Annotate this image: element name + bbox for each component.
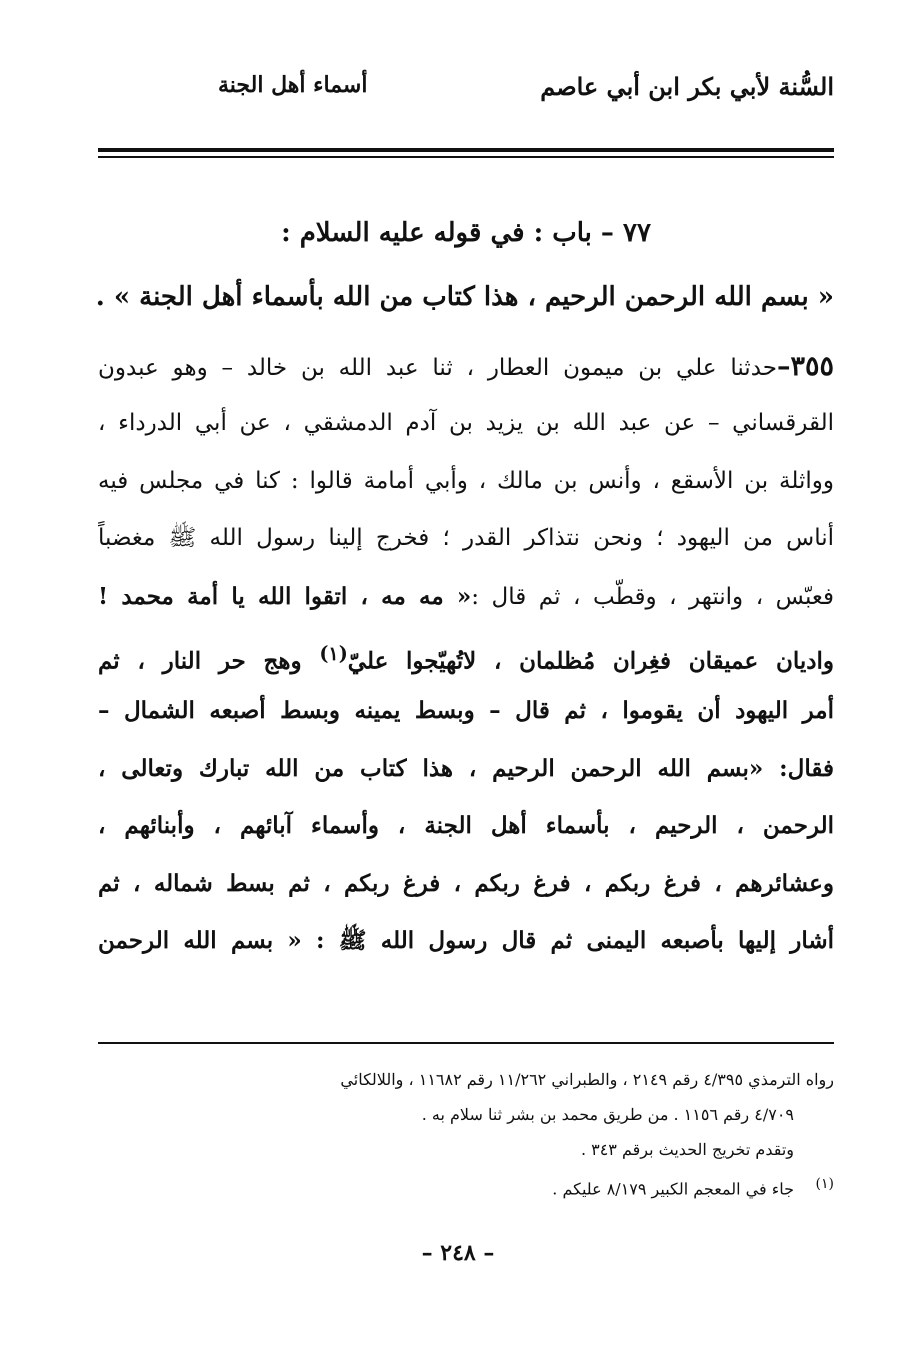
hadith-line: فعبّس ، وانتهر ، وقطّب ، ثم قال :« مه مه ، اتقوا الله يا أمة محمد ! <box>98 582 834 610</box>
hadith-line: ٣٥٥–حدثنا علي بن ميمون العطار ، ثنا عبد الله بن خالد – وهو عبدون <box>98 351 834 382</box>
chapter-running-title: أسماء أهل الجنة <box>218 72 368 98</box>
header-rule-thick <box>98 148 834 152</box>
header-rule-thin <box>98 156 834 158</box>
chapter-quote: « بسم الله الرحمن الرحيم ، هذا كتاب من الله بأسماء أهل الجنة » . <box>95 282 834 312</box>
hadith-line: القرقساني – عن عبد الله بن يزيد بن آدم الدمشقي ، عن أبي الدرداء ، <box>98 410 834 437</box>
hadith-line: أشار إليها بأصبعه اليمنى ثم قال رسول الله ﷺ : « بسم الله الرحمن <box>98 926 834 954</box>
footnote-rule <box>98 1042 834 1044</box>
hadith-line: أناس من اليهود ؛ ونحن نتذاكر القدر ؛ فخرج إلينا رسول الله ﷺ مغضباً <box>98 525 834 552</box>
footnote-marker: (١) <box>815 1176 834 1192</box>
hadith-line: واديان عميقان فغِران مُظلمان ، لاتُهيّجوا عليّ$^{(١)}$ وهج حر النار ، ثم <box>98 641 834 675</box>
footnote-line: رواه الترمذي ٤/٣٩٥ رقم ٢١٤٩ ، والطبراني ١١/٢٦٢ رقم ١١٦٨٢ ، واللالكائي <box>340 1070 834 1089</box>
footnote-line <box>98 1167 834 1202</box>
page-number: – ٢٤٨ – <box>421 1240 495 1266</box>
hadith-number: ٣٥٥– <box>776 351 834 382</box>
hadith-line: الرحمن ، الرحيم ، بأسماء أهل الجنة ، وأسماء آبائهم ، وأبنائهم ، <box>98 812 834 840</box>
chapter-heading: ٧٧ – باب : في قوله عليه السلام : <box>281 218 651 248</box>
hadith-line: وعشائرهم ، فرغ ربكم ، فرغ ربكم ، فرغ ربكم ، ثم بسط شماله ، ثم <box>98 869 834 897</box>
footnotes <box>98 1062 834 1202</box>
hadith-line: وواثلة بن الأسقع ، وأنس بن مالك ، وأبي أمامة قالوا : كنا في مجلس فيه <box>98 467 834 494</box>
hadith-line: فقال: «بسم الله الرحمن الرحيم ، هذا كتاب من الله تبارك وتعالى ، <box>98 754 834 782</box>
footnote-line: ٤/٧٠٩ رقم ١١٥٦ . من طريق محمد بن بشر ثنا سلام به . <box>421 1105 794 1124</box>
running-head <box>98 72 834 116</box>
hadith-line: أمر اليهود أن يقوموا ، ثم قال – وبسط يمينه وبسط أصبعه الشمال – <box>98 697 834 725</box>
footnote-note: جاء في المعجم الكبير ٨/١٧٩ عليكم . <box>552 1179 794 1199</box>
footnote-ref: (١) <box>319 641 348 665</box>
book-title: السُّنة لأبي بكر ابن أبي عاصم <box>540 72 834 101</box>
hadith-text <box>98 338 834 969</box>
footnote-line: وتقدم تخريج الحديث برقم ٣٤٣ . <box>580 1140 794 1159</box>
